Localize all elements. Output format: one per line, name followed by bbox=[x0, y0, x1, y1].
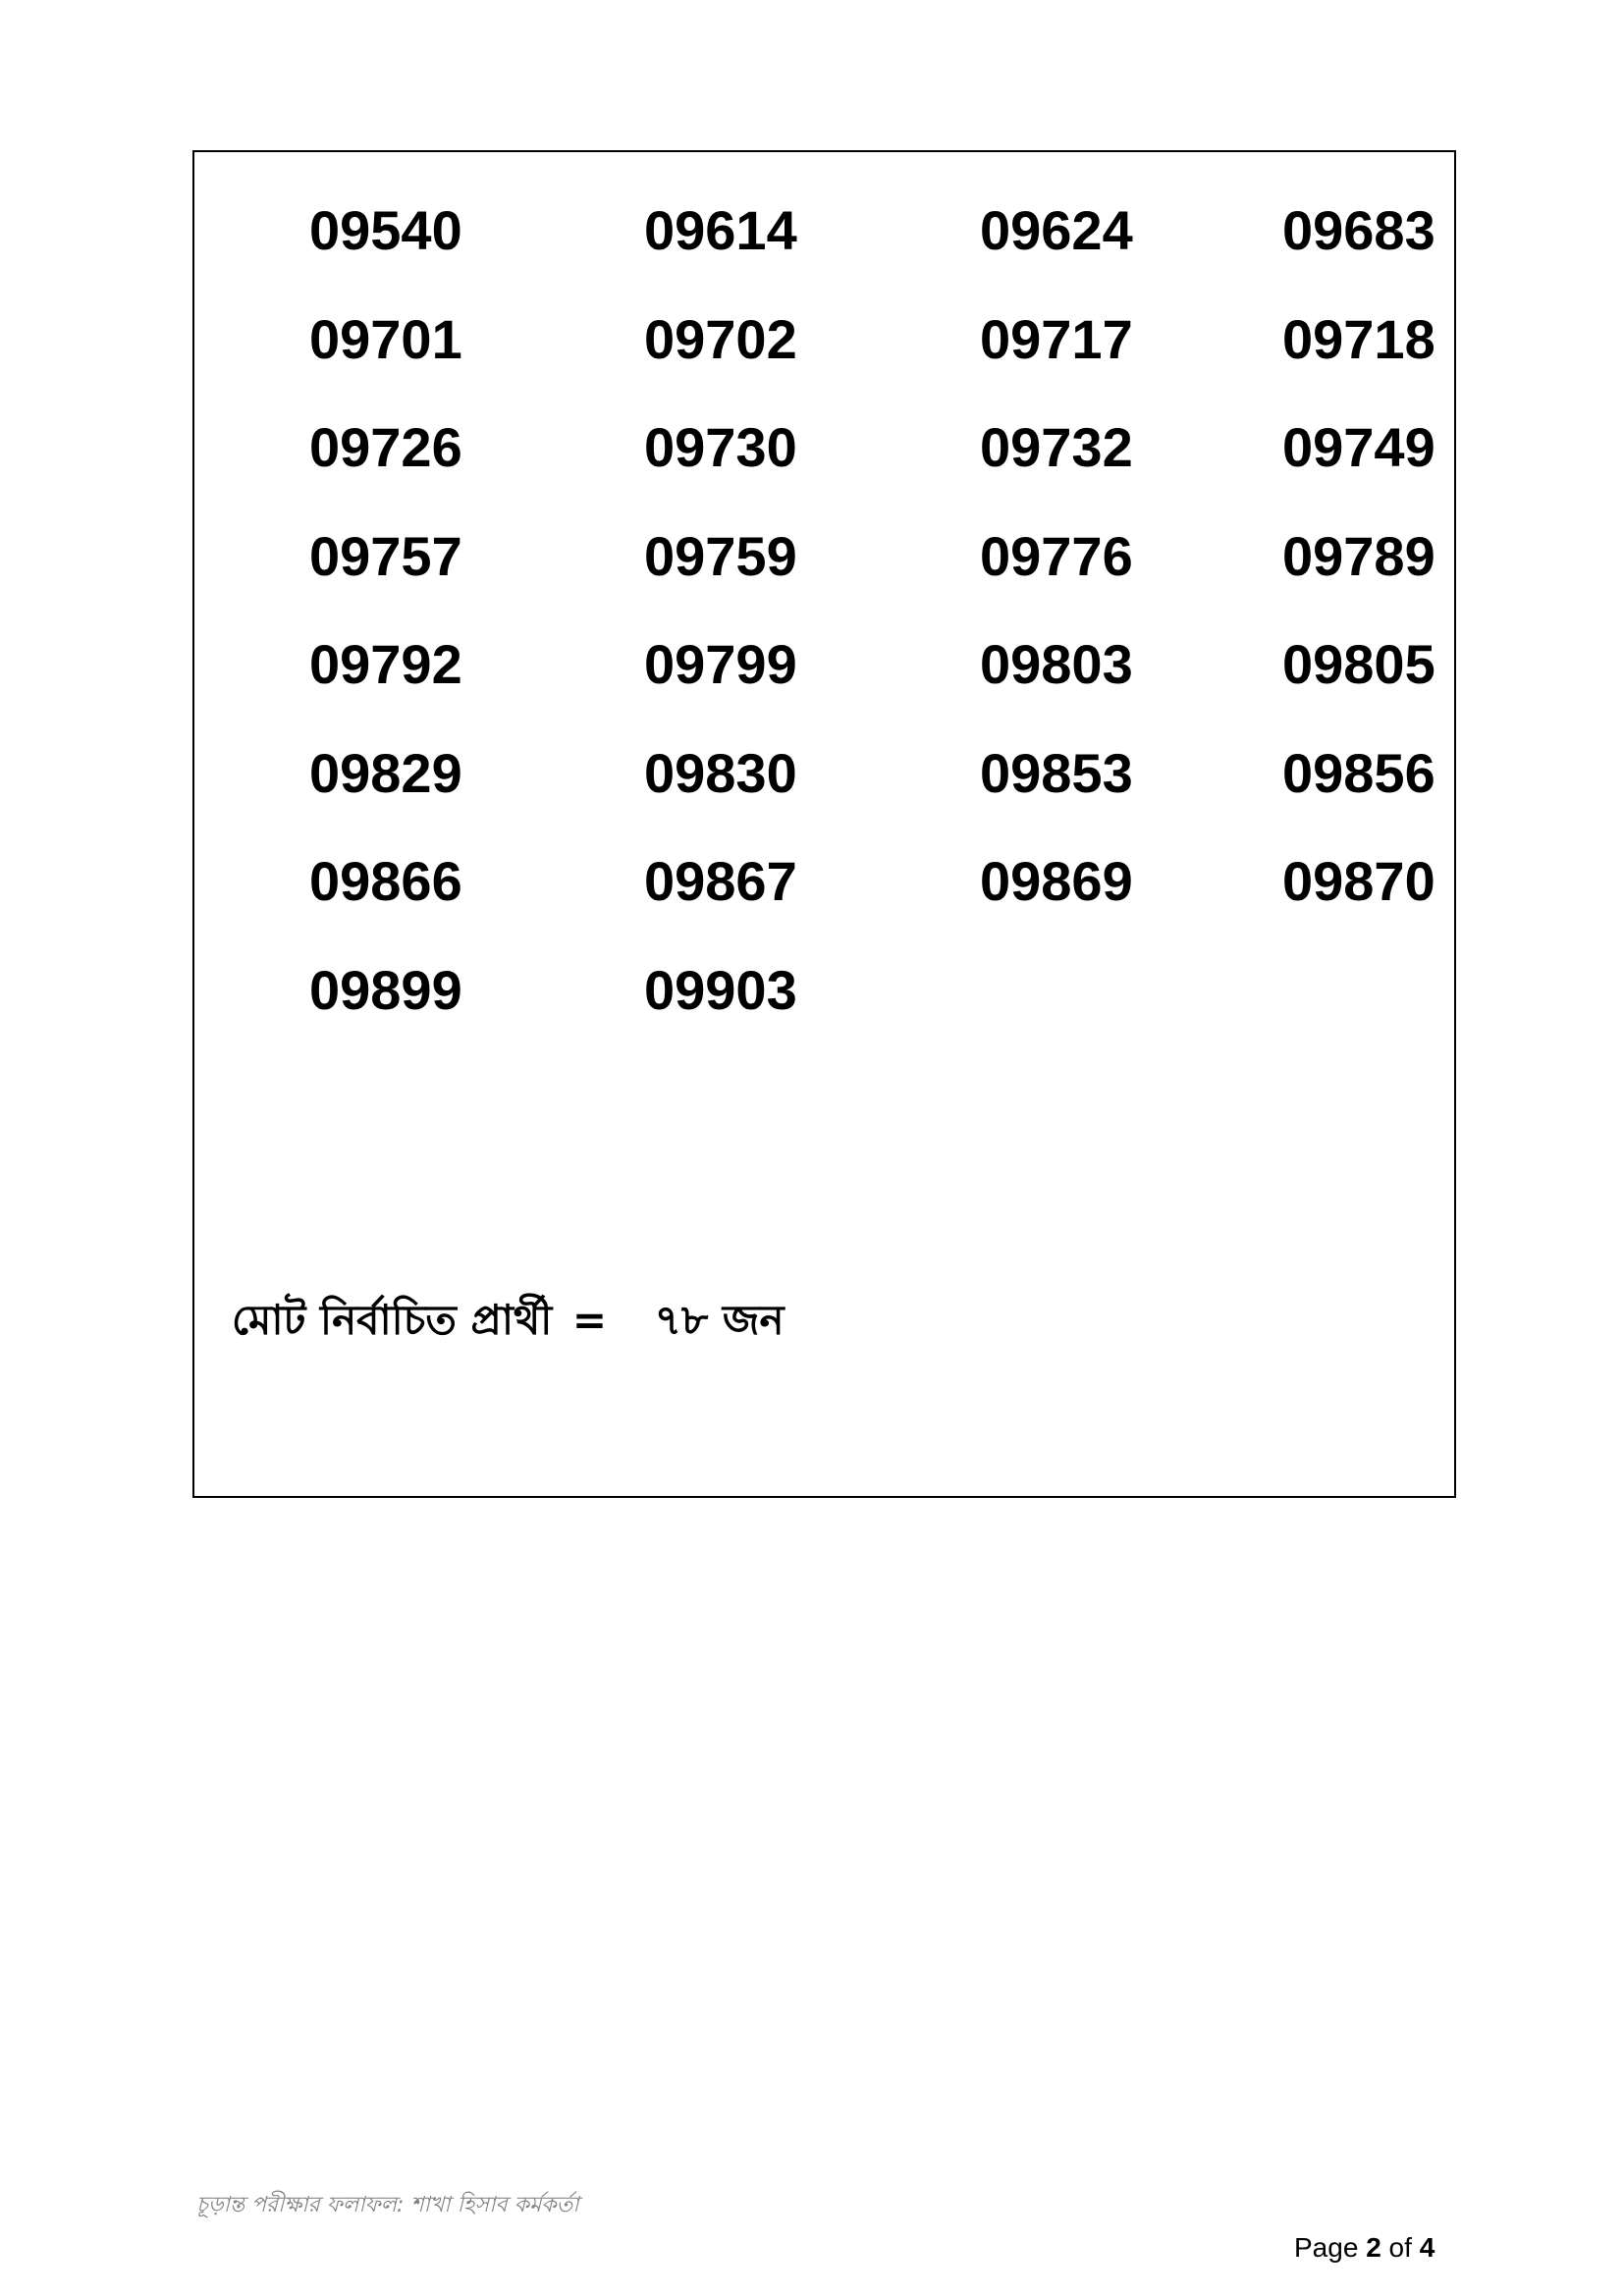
roll-number: 09792 bbox=[309, 633, 462, 695]
roll-number: 09717 bbox=[980, 307, 1133, 370]
roll-number: 09718 bbox=[1282, 307, 1435, 370]
total-selected-label: মোট নির্বাচিত প্রার্থী bbox=[232, 1296, 553, 1344]
page-total: 4 bbox=[1419, 2232, 1435, 2263]
roll-number: 09749 bbox=[1282, 416, 1435, 478]
roll-number: 09799 bbox=[644, 633, 797, 695]
roll-number: 09856 bbox=[1282, 741, 1435, 804]
total-selected-equals: = bbox=[571, 1296, 608, 1344]
total-selected-line bbox=[232, 1296, 785, 1345]
total-selected-value: ৭৮ জন bbox=[654, 1296, 785, 1344]
roll-number: 09759 bbox=[644, 524, 797, 587]
roll-number: 09730 bbox=[644, 416, 797, 478]
roll-number: 09866 bbox=[309, 850, 462, 912]
roll-number: 09776 bbox=[980, 524, 1133, 587]
roll-number: 09869 bbox=[980, 850, 1133, 912]
roll-number: 09614 bbox=[644, 199, 797, 261]
roll-number: 09683 bbox=[1282, 199, 1435, 261]
page-of: of bbox=[1388, 2232, 1412, 2263]
roll-number: 09867 bbox=[644, 850, 797, 912]
roll-number: 09726 bbox=[309, 416, 462, 478]
roll-number: 09624 bbox=[980, 199, 1133, 261]
roll-number: 09701 bbox=[309, 307, 462, 370]
roll-number: 09702 bbox=[644, 307, 797, 370]
roll-number: 09540 bbox=[309, 199, 462, 261]
roll-number: 09732 bbox=[980, 416, 1133, 478]
footer-document-title: চূড়ান্ত পরীক্ষার ফলাফল: শাখা হিসাব কর্মকর্তা bbox=[196, 2193, 579, 2217]
roll-number: 09757 bbox=[309, 524, 462, 587]
page-current: 2 bbox=[1366, 2232, 1381, 2263]
roll-number: 09853 bbox=[980, 741, 1133, 804]
roll-number: 09903 bbox=[644, 958, 797, 1021]
roll-number: 09830 bbox=[644, 741, 797, 804]
roll-number: 09870 bbox=[1282, 850, 1435, 912]
roll-number: 09805 bbox=[1282, 633, 1435, 695]
roll-number: 09789 bbox=[1282, 524, 1435, 587]
roll-number-grid bbox=[194, 152, 1454, 1496]
page-word: Page bbox=[1294, 2232, 1359, 2263]
roll-number: 09803 bbox=[980, 633, 1133, 695]
page-number bbox=[1294, 2232, 1435, 2264]
roll-number: 09829 bbox=[309, 741, 462, 804]
results-box bbox=[192, 150, 1456, 1498]
roll-number: 09899 bbox=[309, 958, 462, 1021]
